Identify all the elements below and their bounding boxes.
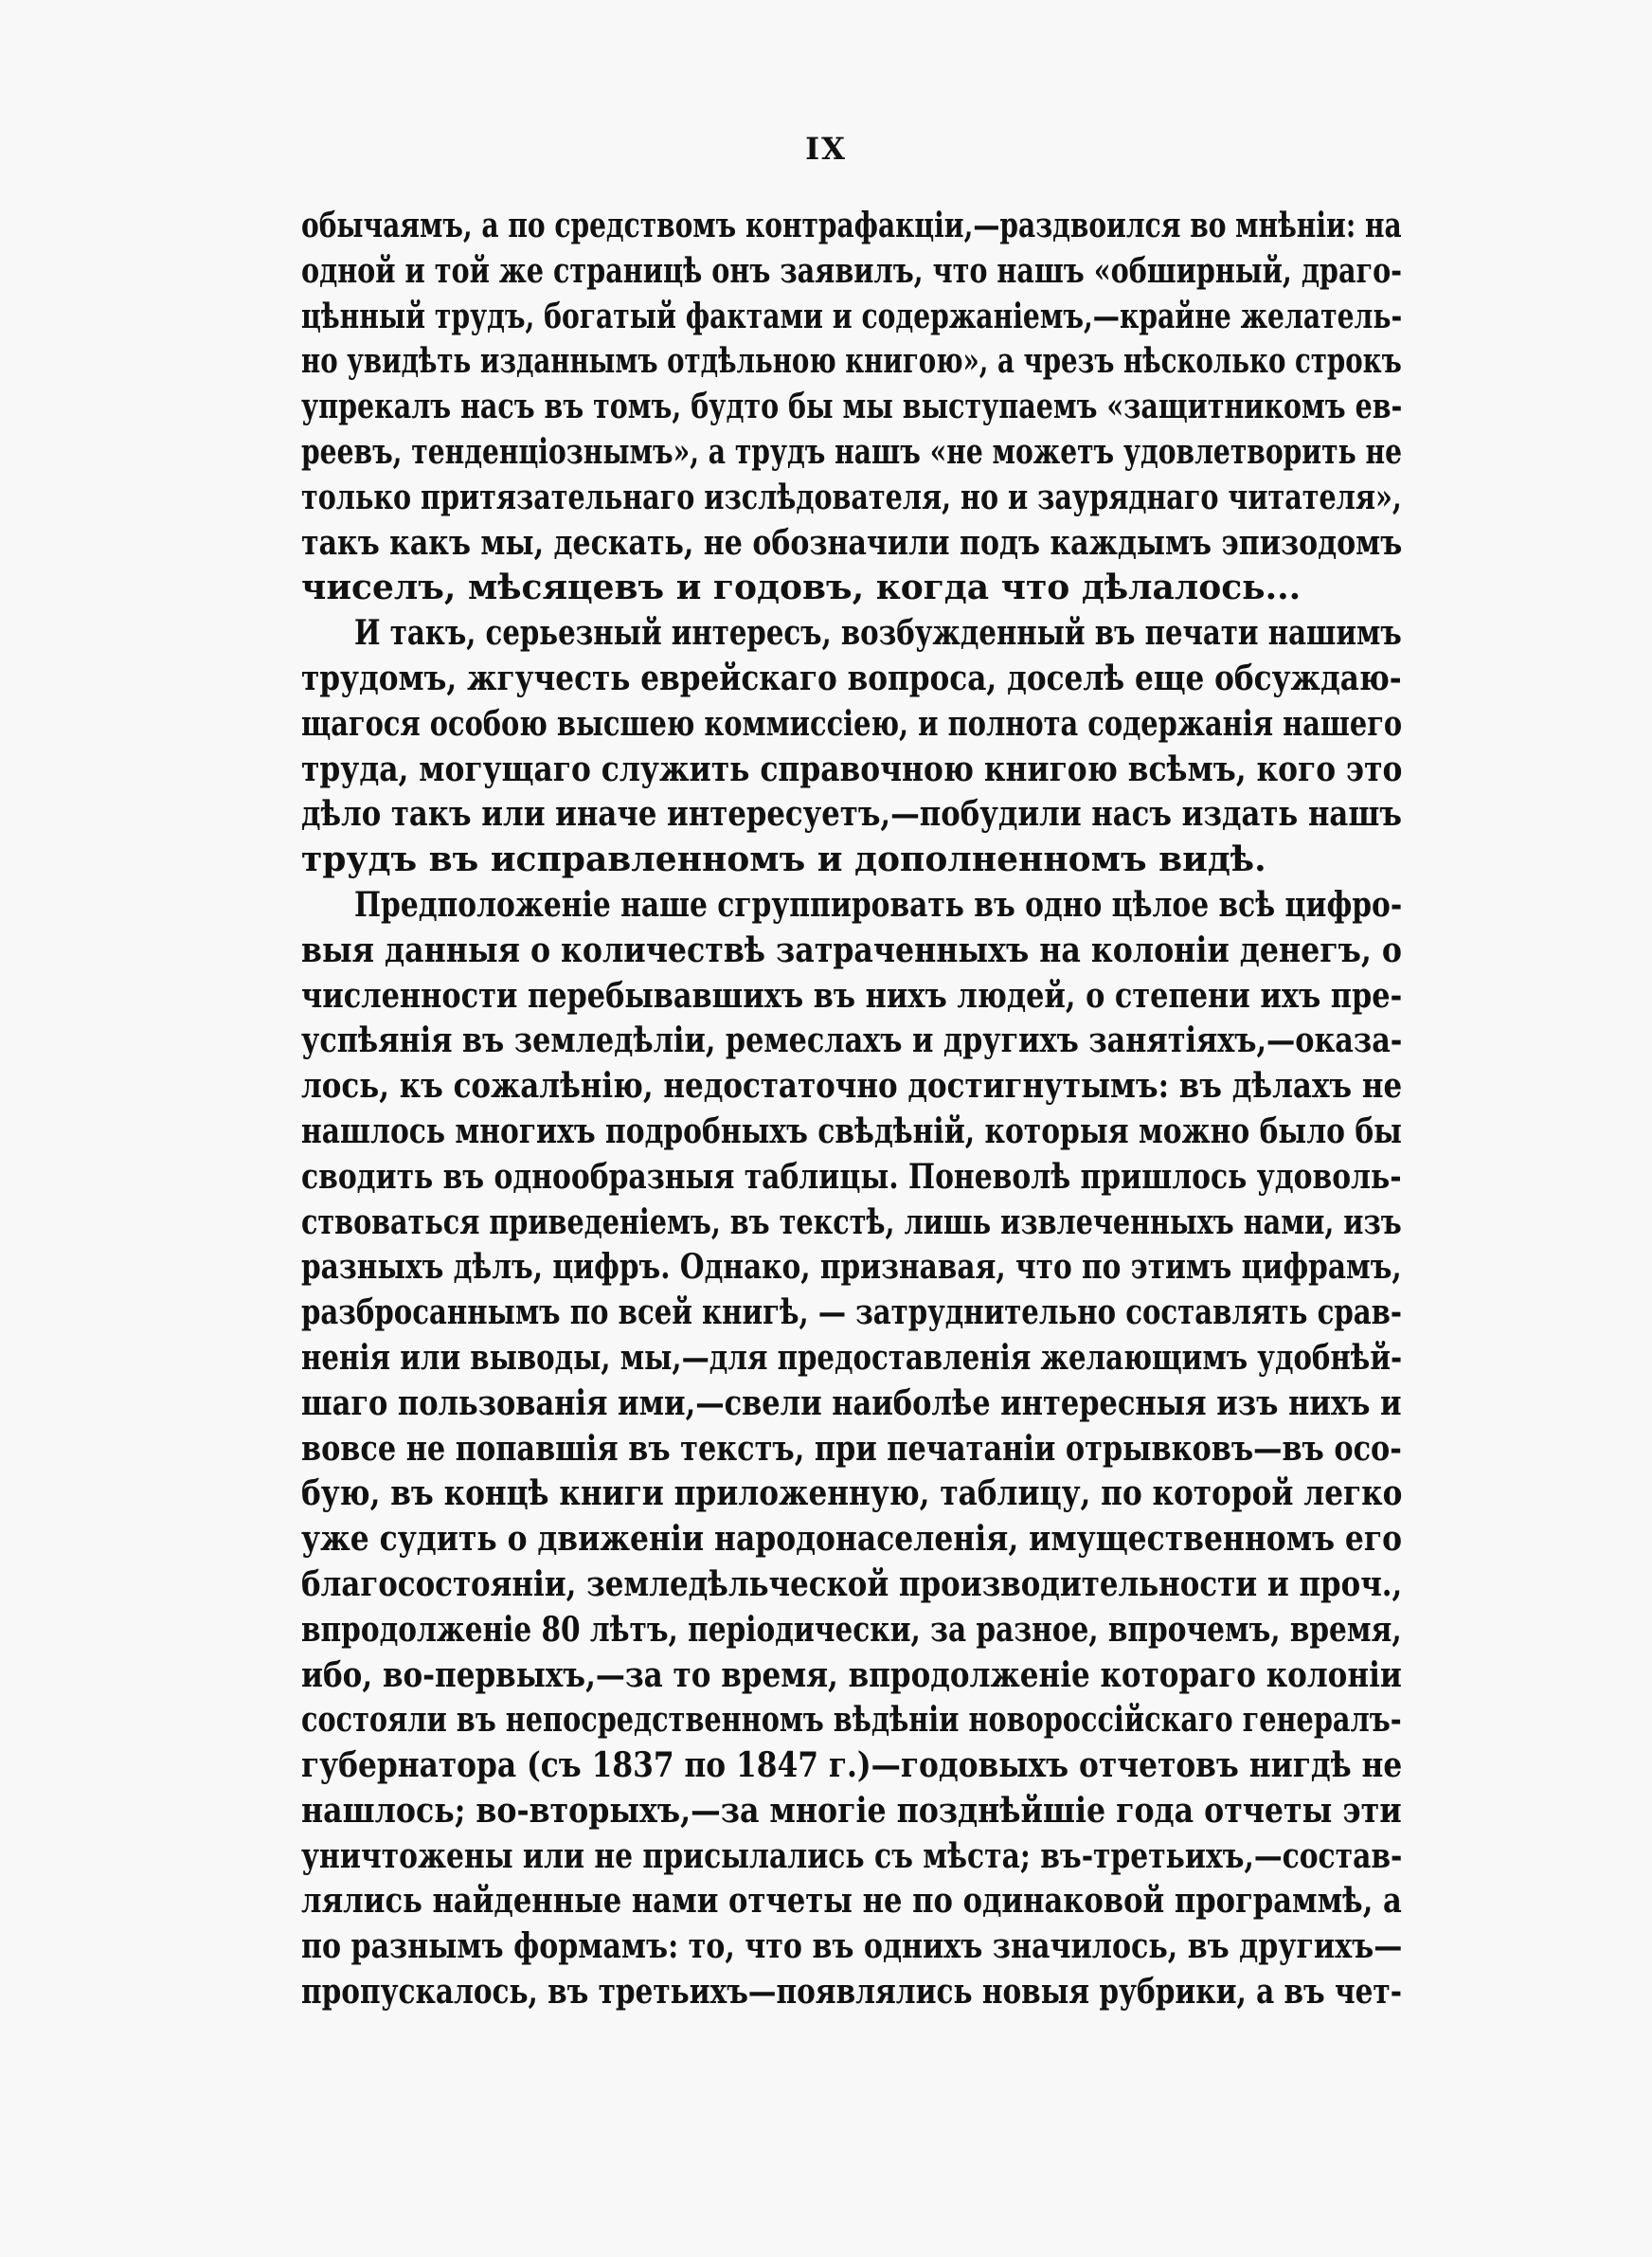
text-line: сводить въ однообразныя таблицы. Поневолѣ пришлось удоволь- <box>301 1156 1402 1197</box>
text-line: разбросаннымъ по всей книгѣ, — затруднительно составлять срав- <box>301 1292 1403 1333</box>
text-line: по разнымъ формамъ: то, что въ однихъ значилось, въ другихъ— <box>301 1926 1403 1967</box>
text-line: дѣло такъ или иначе интересуетъ,—побудили насъ издать нашъ <box>301 794 1402 835</box>
text-line: обычаямъ, а по средствомъ контрафакціи,—раздвоился во мнѣніи: на <box>301 206 1402 245</box>
text-line: уничтожены или не присылались съ мѣста; въ-третьихъ,—состав- <box>301 1835 1403 1876</box>
text-line: численности перебывавшихъ въ нихъ людей, о степени ихъ пре- <box>301 975 1403 1016</box>
text-line: бую, въ концѣ книги приложенную, таблицу, по которой легко <box>301 1473 1403 1514</box>
text-line: вовсе не попавшія въ текстъ, при печатаніи отрывковъ—въ осо- <box>301 1428 1402 1469</box>
text-line: благосостояніи, земледѣльческой производительности и проч., <box>301 1563 1403 1604</box>
text-line: цѣнный трудъ, богатый фактами и содержаніемъ,—крайне желатель- <box>301 296 1403 336</box>
text-line: такъ какъ мы, дескать, не обозначили подъ каждымъ эпизодомъ <box>301 522 1403 563</box>
text-line: реевъ, тенденціознымъ», а трудъ нашъ «не можетъ удовлетворить не <box>301 431 1403 472</box>
text-line: щагося особою высшею коммиссіею, и полнота содержанія нашего <box>301 703 1403 744</box>
text-line: только притязательнаго изслѣдователя, но и зауряднаго читателя», <box>301 477 1402 517</box>
text-line: но увидѣть изданнымъ отдѣльною книгою», а чрезъ нѣсколько строкъ <box>301 341 1402 382</box>
text-line: уже судить о движеніи народонаселенія, имущественномъ его <box>301 1519 1403 1560</box>
page-number: IX <box>805 131 847 167</box>
text-line: состояли въ непосредственномъ вѣдѣніи новороссійскаго генералъ- <box>301 1700 1402 1741</box>
text-line: лось, къ сожалѣнію, недостаточно достигнутымъ: въ дѣлахъ не <box>301 1066 1403 1107</box>
text-line: разныхъ дѣлъ, цифръ. Однако, признавая, что по этимъ цифрамъ, <box>301 1247 1402 1288</box>
text-line: трудъ въ исправленномъ и дополненномъ видѣ. <box>301 840 1266 880</box>
text-line: труда, могущаго служить справочною книгою всѣмъ, кого это <box>301 749 1403 789</box>
text-line: ненія или выводы, мы,—для предоставленія желающимъ удобнѣй- <box>301 1337 1403 1378</box>
text-line: губернатора (съ 1837 по 1847 г.)—годовыхъ отчетовъ нигдѣ не <box>301 1745 1403 1786</box>
text-line: пропускалось, въ третьихъ—появлялись новыя рубрики, а въ чет- <box>301 1972 1402 2013</box>
text-line: лялись найденные нами отчеты не по одинаковой программѣ, а <box>301 1881 1402 1922</box>
text-line: трудомъ, жгучесть еврейскаго вопроса, доселѣ еще обсуждаю- <box>301 658 1402 698</box>
text-line: впродолженіе 80 лѣтъ, періодически, за разное, впрочемъ, время, <box>301 1609 1402 1650</box>
text-line: Предположеніе наше сгруппировать въ одно цѣлое всѣ цифро- <box>354 884 1403 925</box>
text-line: выя данныя о количествѣ затраченныхъ на колоніи денегъ, о <box>301 930 1402 970</box>
text-line: ствоваться приведеніемъ, въ текстѣ, лишь извлеченныхъ нами, изъ <box>301 1201 1402 1242</box>
text-line: нашлось; во-вторыхъ,—за многіе позднѣйшіе года отчеты эти <box>301 1790 1402 1831</box>
body-text <box>301 204 1402 2015</box>
text-line: чиселъ, мѣсяцевъ и годовъ, когда что дѣлалось... <box>301 568 1302 608</box>
text-line: шаго пользованія ими,—свели наиболѣе интересныя изъ нихъ и <box>301 1382 1402 1423</box>
text-line: нашлось многихъ подробныхъ свѣдѣній, которыя можно было бы <box>301 1110 1402 1151</box>
text-line: успѣянія въ земледѣліи, ремеслахъ и другихъ занятіяхъ,—оказа- <box>301 1020 1403 1061</box>
text-line: ибо, во-первыхъ,—за то время, впродолженіе котораго колоніи <box>301 1654 1402 1695</box>
text-line: одной и той же страницѣ онъ заявилъ, что нашъ «обширный, драго- <box>301 250 1403 291</box>
text-line: И такъ, серьезный интересъ, возбужденный въ печати нашимъ <box>354 613 1402 654</box>
text-line: упрекалъ насъ въ томъ, будто бы мы выступаемъ «защитникомъ ев- <box>301 387 1403 427</box>
